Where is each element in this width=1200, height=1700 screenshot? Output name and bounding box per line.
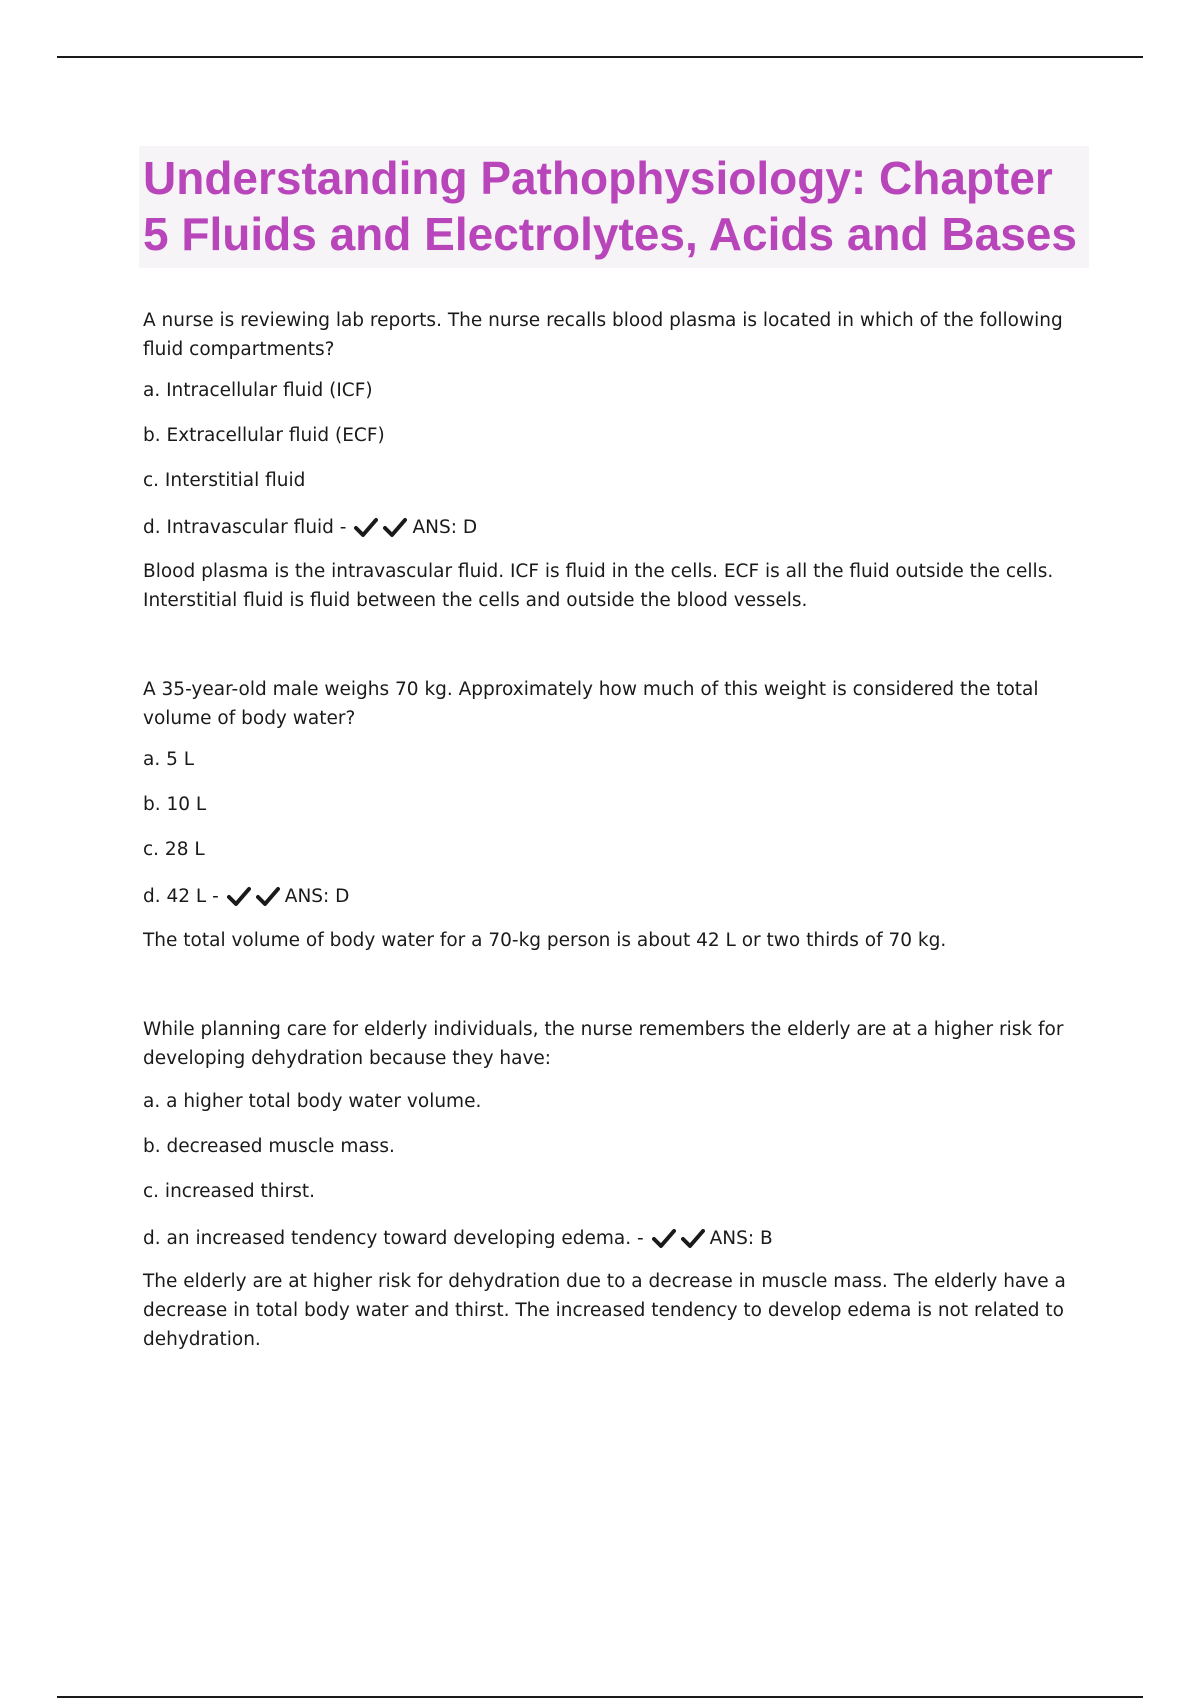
check-icon (256, 886, 280, 908)
title-banner (139, 146, 1089, 268)
option-d-answer (143, 882, 1093, 911)
answer-key: ANS: D (284, 886, 350, 907)
question-3 (143, 1015, 1093, 1354)
option-a: a. Intracellular fluid (ICF) (143, 380, 373, 401)
rationale: Blood plasma is the intravascular fluid. ICF is fluid in the cells. ECF is all the fluid outside the cells. Interstitial fluid is fluid between the cells and outside the blood vessels. (143, 561, 1054, 611)
option-d: d. Intravascular fluid - (143, 517, 347, 538)
option-b: b. 10 L (143, 794, 207, 815)
page-title: Understanding Pathophysiology: Chapter 5 Fluids and Electrolytes, Acids and Bases (143, 152, 1077, 260)
option-d: d. an increased tendency toward developing edema. - (143, 1228, 644, 1249)
check-icon (681, 1228, 705, 1250)
question-1 (143, 306, 1093, 615)
check-icon (652, 1228, 676, 1250)
question-stem: A nurse is reviewing lab reports. The nurse recalls blood plasma is located in which of the following fluid compartments? (143, 310, 1063, 360)
option-a: a. 5 L (143, 749, 195, 770)
option-d: d. 42 L - (143, 886, 219, 907)
check-icon (227, 886, 251, 908)
option-b: b. Extracellular fluid (ECF) (143, 425, 385, 446)
option-d-answer (143, 1224, 1093, 1253)
option-c: c. Interstitial fluid (143, 470, 306, 491)
option-c: c. increased thirst. (143, 1181, 316, 1202)
answer-key: ANS: B (709, 1228, 773, 1249)
option-d-answer (143, 513, 1093, 542)
question-stem: While planning care for elderly individuals, the nurse remembers the elderly are at a higher risk for developing dehydration because they have: (143, 1019, 1064, 1069)
header-rule (57, 56, 1143, 58)
document-body (143, 146, 1093, 1354)
rationale: The elderly are at higher risk for dehydration due to a decrease in muscle mass. The elderly have a decrease in total body water and thirst. The increased tendency to develop edema is not related to dehydration. (143, 1271, 1066, 1350)
option-a: a. a higher total body water volume. (143, 1091, 482, 1112)
question-2 (143, 675, 1093, 955)
rationale: The total volume of body water for a 70-kg person is about 42 L or two thirds of 70 kg. (143, 930, 947, 951)
check-icon (383, 517, 407, 539)
check-icon (354, 517, 378, 539)
question-stem: A 35-year-old male weighs 70 kg. Approximately how much of this weight is considered the total volume of body water? (143, 679, 1039, 729)
answer-key: ANS: D (412, 517, 478, 538)
footer-rule (57, 1696, 1143, 1698)
option-b: b. decreased muscle mass. (143, 1136, 395, 1157)
option-c: c. 28 L (143, 839, 205, 860)
